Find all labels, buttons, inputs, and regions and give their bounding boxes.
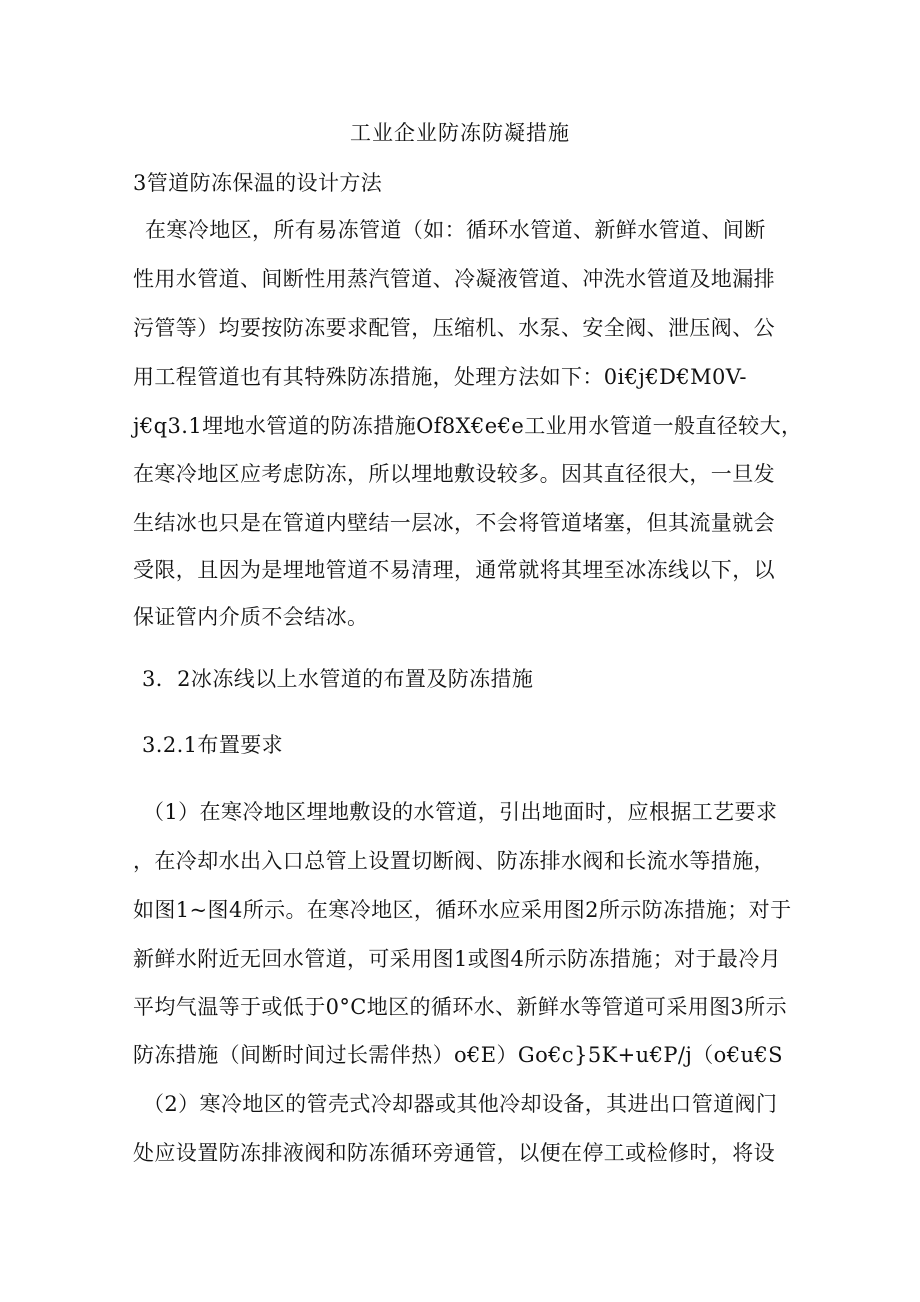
section-heading: 3管道防冻保温的设计方法 bbox=[133, 171, 383, 195]
paragraph-line: ，在冷却水出入口总管上设置切断阀、防冻排水阀和长流水等措施， bbox=[133, 849, 775, 873]
document-title: 工业企业防冻防凝措施 bbox=[350, 121, 570, 145]
paragraph-line: 生结冰也只是在管道内壁结一层冰，不会将管道堵塞，但其流量就会 bbox=[133, 511, 775, 535]
paragraph-line: 保证管内介质不会结冰。 bbox=[133, 605, 369, 629]
paragraph-line: 在寒冷地区，所有易冻管道（如：循环水管道、新鲜水管道、间断 bbox=[145, 218, 766, 242]
sub-subsection-heading: 3.2.1布置要求 bbox=[142, 733, 284, 757]
paragraph-line: 防冻措施（间断时间过长需伴热）o€E）Go€c}5K+u€P/j（o€u€S bbox=[133, 1043, 783, 1067]
paragraph-line: 受限，且因为是埋地管道不易清理，通常就将其埋至冰冻线以下，以 bbox=[133, 558, 775, 582]
paragraph-line: （1）在寒冷地区埋地敷设的水管道，引出地面时，应根据工艺要求 bbox=[143, 800, 778, 824]
subsection-heading: 3．2冰冻线以上水管道的布置及防冻措施 bbox=[142, 667, 534, 691]
paragraph-line: j€q3.1埋地水管道的防冻措施Of8X€e€e工业用水管道一般直径较大， bbox=[133, 414, 803, 438]
paragraph-line: 新鲜水附近无回水管道，可采用图1或图4所示防冻措施；对于最冷月 bbox=[133, 947, 782, 971]
paragraph-line: 用工程管道也有其特殊防冻措施，处理方法如下：0i€j€D€M0V- bbox=[133, 365, 747, 389]
paragraph-line: 平均气温等于或低于0°C地区的循环水、新鲜水等管道可采用图3所示 bbox=[133, 995, 788, 1019]
paragraph-line: 如图1~图4所示。在寒冷地区，循环水应采用图2所示防冻措施；对于 bbox=[133, 898, 792, 922]
paragraph-line: 污管等）均要按防冻要求配管，压缩机、水泵、安全阀、泄压阀、公 bbox=[133, 316, 775, 340]
paragraph-line: 处应设置防冻排液阀和防冻循环旁通管，以便在停工或检修时，将设 bbox=[133, 1141, 775, 1165]
paragraph-line: 性用水管道、间断性用蒸汽管道、冷凝液管道、冲洗水管道及地漏排 bbox=[133, 267, 775, 291]
paragraph-line: 在寒冷地区应考虑防冻，所以埋地敷设较多。因其直径很大，一旦发 bbox=[133, 462, 775, 486]
paragraph-line: （2）寒冷地区的管壳式冷却器或其他冷却设备，其进出口管道阀门 bbox=[143, 1092, 778, 1116]
